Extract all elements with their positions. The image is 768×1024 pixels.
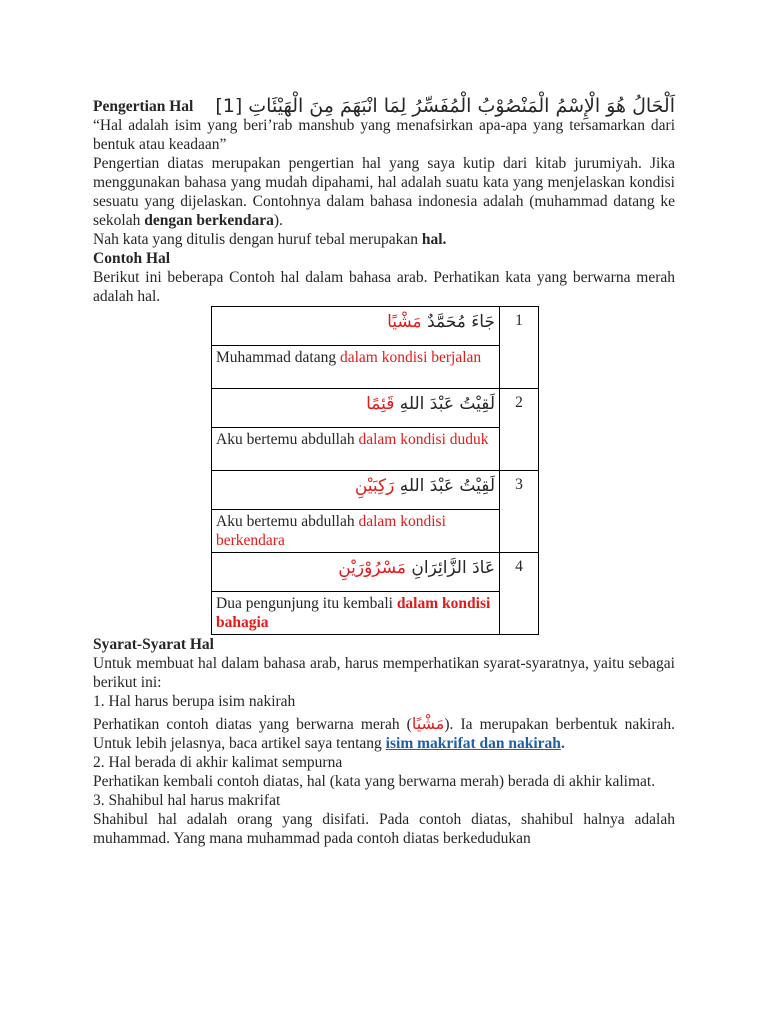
note-text: Nah kata yang ditulis dengan huruf tebal merupakan bbox=[93, 231, 422, 248]
example-arabic-hal: قَئِمًا bbox=[366, 394, 395, 414]
example-translation-cell bbox=[212, 510, 500, 553]
explanation-bold: dengan berkendara bbox=[144, 212, 274, 229]
explanation-text: Pengertian diatas merupakan pengertian hal yang saya kutip dari kitab jurumiyah. Jika menggunakan bahasa yang mudah dipahami, hal adalah suatu kata yang menjelaskan kondisi sesuatu yang dijelaskan. Contohnya dalam bahasa indonesia adalah (muhammad datang ke sekolah bbox=[93, 155, 675, 229]
example-translation-cell bbox=[212, 428, 500, 471]
example-arabic-cell bbox=[212, 307, 500, 346]
example-row-translation bbox=[212, 592, 539, 635]
examples-table bbox=[211, 306, 539, 635]
example-number: 1 bbox=[500, 307, 539, 389]
example-arabic-cell bbox=[212, 553, 500, 592]
example-number: 4 bbox=[500, 553, 539, 635]
example-arabic-plain: جَاءَ مُحَمَّدٌ bbox=[421, 312, 495, 332]
title-row bbox=[93, 86, 675, 116]
definition-translation: “Hal adalah isim yang beri’rab manshub yang menafsirkan apa-apa yang tersamarkan dari bentuk atau keadaan” bbox=[93, 117, 675, 153]
example-trans-hal: dalam kondisi bahagia bbox=[216, 595, 491, 631]
example-trans-hal: dalam kondisi berkendara bbox=[216, 513, 446, 549]
example-trans-plain: Aku bertemu abdullah bbox=[216, 431, 359, 448]
condition-2-title: 2. Hal berada di akhir kalimat sempurna bbox=[93, 754, 343, 771]
example-row-translation bbox=[212, 428, 539, 471]
definition-arabic: اَلْحَالُ هُوَ الْإِسْمُ الْمَنْصُوْبُ الْمُفَسِّرُ لِمَا انْبَهَمَ مِنَ الْهَيْئَاتِ [1] bbox=[215, 95, 675, 117]
conditions-heading: Syarat-Syarat Hal bbox=[93, 636, 214, 653]
document-page bbox=[93, 86, 675, 848]
example-number: 3 bbox=[500, 471, 539, 553]
condition-3-text: Shahibul hal adalah orang yang disifati. Pada contoh diatas, shahibul halnya adalah muhammad. Yang mana muhammad pada contoh diatas berkedudukan bbox=[93, 811, 675, 847]
note-bold: hal. bbox=[421, 231, 447, 248]
example-arabic-plain: عَادَ الزَّائِرَانِ bbox=[405, 558, 495, 578]
example-arabic-plain: لَقِيْتُ عَبْدَ اللهِ bbox=[394, 394, 495, 414]
example-trans-plain: Aku bertemu abdullah bbox=[216, 513, 359, 530]
cond1-text-c: . bbox=[560, 735, 565, 752]
condition-1-title: 1. Hal harus berupa isim nakirah bbox=[93, 693, 296, 710]
example-row-arabic bbox=[212, 471, 539, 510]
example-trans-plain: Muhammad datang bbox=[216, 349, 340, 366]
cond1-text-a: Perhatikan contoh diatas yang berwarna merah ( bbox=[93, 716, 412, 733]
example-translation-cell bbox=[212, 592, 500, 635]
condition-1-text bbox=[93, 714, 675, 753]
example-trans-hal: dalam kondisi berjalan bbox=[339, 349, 482, 366]
page-title: Pengertian Hal bbox=[93, 98, 194, 115]
explanation-paragraph bbox=[93, 154, 675, 230]
cond1-text-b: ). Ia merupakan berbentuk nakirah. Untuk lebih jelasnya, baca artikel saya tentang bbox=[93, 716, 675, 752]
examples-heading: Contoh Hal bbox=[93, 250, 171, 267]
example-arabic-hal: مَشْيًا bbox=[387, 312, 422, 332]
example-trans-hal: dalam kondisi duduk bbox=[358, 431, 489, 448]
example-arabic-cell bbox=[212, 471, 500, 510]
condition-3-title: 3. Shahibul hal harus makrifat bbox=[93, 792, 281, 809]
examples-intro: Berikut ini beberapa Contoh hal dalam bahasa arab. Perhatikan kata yang berwarna merah adalah hal. bbox=[93, 269, 675, 305]
example-number: 2 bbox=[500, 389, 539, 471]
example-arabic-hal: رَكِبَيْنِ bbox=[354, 476, 395, 496]
conditions-intro: Untuk membuat hal dalam bahasa arab, harus memperhatikan syarat-syaratnya, yaitu sebagai berikut ini: bbox=[93, 655, 675, 691]
example-row-translation bbox=[212, 510, 539, 553]
example-row-arabic bbox=[212, 553, 539, 592]
note-paragraph bbox=[93, 230, 675, 249]
explanation-end: ). bbox=[273, 212, 283, 229]
example-arabic-hal: مَسْرُوْرَيْنِ bbox=[338, 558, 406, 578]
example-trans-plain: Dua pengunjung itu kembali bbox=[216, 595, 397, 612]
example-row-arabic bbox=[212, 307, 539, 346]
example-row-translation bbox=[212, 346, 539, 389]
example-arabic-cell bbox=[212, 389, 500, 428]
isim-makrifat-link[interactable]: isim makrifat dan nakirah bbox=[385, 735, 561, 752]
example-arabic-plain: لَقِيْتُ عَبْدَ اللهِ bbox=[394, 476, 495, 496]
example-row-arabic bbox=[212, 389, 539, 428]
condition-2-text: Perhatikan kembali contoh diatas, hal (kata yang berwarna merah) berada di akhir kalimat. bbox=[93, 773, 656, 790]
cond1-arabic-hal: مَشْيًا bbox=[411, 714, 445, 733]
example-translation-cell bbox=[212, 346, 500, 389]
